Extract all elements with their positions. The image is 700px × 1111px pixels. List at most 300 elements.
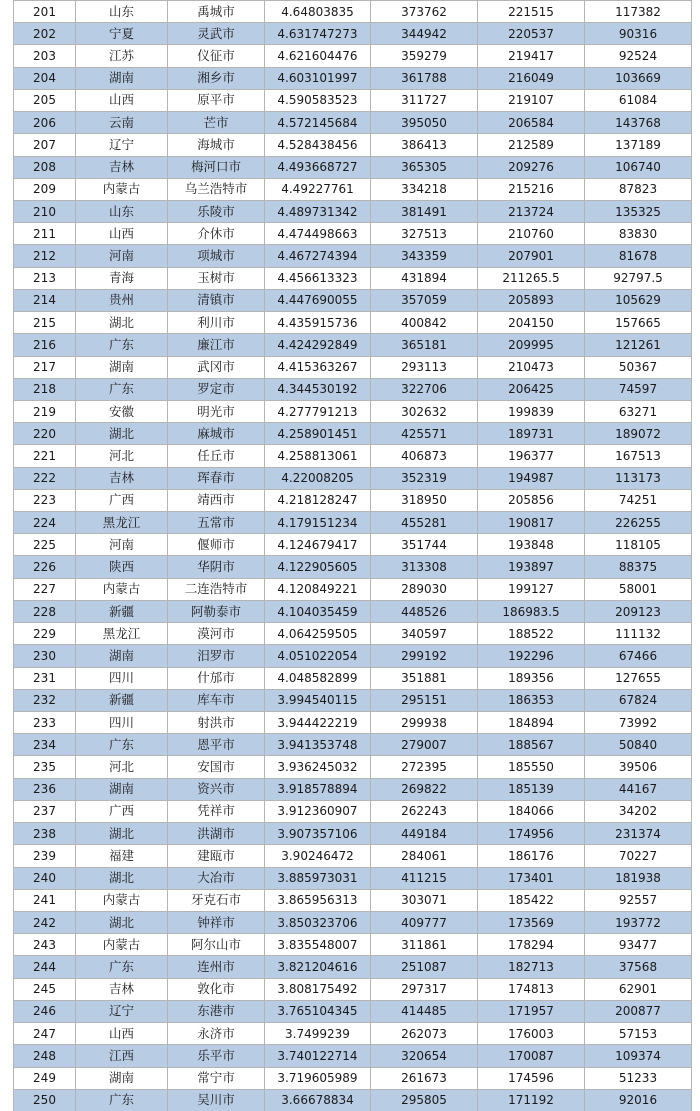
score-cell[interactable]: 4.603101997 [265, 67, 371, 89]
score-cell[interactable]: 3.740122714 [265, 1045, 371, 1067]
rank-cell[interactable]: 244 [14, 956, 76, 978]
value-b-cell[interactable]: 209995 [478, 334, 585, 356]
value-b-cell[interactable]: 190817 [478, 512, 585, 534]
rank-cell[interactable]: 249 [14, 1067, 76, 1089]
value-c-cell[interactable]: 74597 [585, 378, 692, 400]
value-c-cell[interactable]: 157665 [585, 312, 692, 334]
value-a-cell[interactable]: 343359 [371, 245, 478, 267]
value-a-cell[interactable]: 272395 [371, 756, 478, 778]
city-cell[interactable]: 安国市 [168, 756, 265, 778]
city-cell[interactable]: 廉江市 [168, 334, 265, 356]
province-cell[interactable]: 山西 [76, 223, 168, 245]
value-a-cell[interactable]: 365305 [371, 156, 478, 178]
rank-cell[interactable]: 231 [14, 667, 76, 689]
value-a-cell[interactable]: 284061 [371, 845, 478, 867]
city-cell[interactable]: 敦化市 [168, 978, 265, 1000]
value-c-cell[interactable]: 34202 [585, 800, 692, 822]
city-cell[interactable]: 吴川市 [168, 1089, 265, 1111]
value-a-cell[interactable]: 455281 [371, 512, 478, 534]
value-b-cell[interactable]: 210760 [478, 223, 585, 245]
value-b-cell[interactable]: 174956 [478, 823, 585, 845]
value-b-cell[interactable]: 173401 [478, 867, 585, 889]
value-c-cell[interactable]: 81678 [585, 245, 692, 267]
value-a-cell[interactable]: 381491 [371, 200, 478, 222]
value-a-cell[interactable]: 289030 [371, 578, 478, 600]
value-c-cell[interactable]: 109374 [585, 1045, 692, 1067]
province-cell[interactable]: 贵州 [76, 289, 168, 311]
value-a-cell[interactable]: 425571 [371, 423, 478, 445]
rank-cell[interactable]: 224 [14, 512, 76, 534]
value-b-cell[interactable]: 221515 [478, 1, 585, 23]
city-cell[interactable]: 偃师市 [168, 534, 265, 556]
rank-cell[interactable]: 235 [14, 756, 76, 778]
value-c-cell[interactable]: 209123 [585, 600, 692, 622]
score-cell[interactable]: 4.489731342 [265, 200, 371, 222]
rank-cell[interactable]: 209 [14, 178, 76, 200]
province-cell[interactable]: 安徽 [76, 400, 168, 422]
city-cell[interactable]: 汨罗市 [168, 645, 265, 667]
score-cell[interactable]: 4.122905605 [265, 556, 371, 578]
score-cell[interactable]: 4.415363267 [265, 356, 371, 378]
value-c-cell[interactable]: 62901 [585, 978, 692, 1000]
city-cell[interactable]: 项城市 [168, 245, 265, 267]
province-cell[interactable]: 内蒙古 [76, 934, 168, 956]
city-cell[interactable]: 二连浩特市 [168, 578, 265, 600]
province-cell[interactable]: 广西 [76, 489, 168, 511]
value-b-cell[interactable]: 207901 [478, 245, 585, 267]
value-a-cell[interactable]: 414485 [371, 1000, 478, 1022]
value-c-cell[interactable]: 181938 [585, 867, 692, 889]
province-cell[interactable]: 陕西 [76, 556, 168, 578]
score-cell[interactable]: 4.277791213 [265, 400, 371, 422]
value-a-cell[interactable]: 318950 [371, 489, 478, 511]
province-cell[interactable]: 湖南 [76, 778, 168, 800]
province-cell[interactable]: 辽宁 [76, 1000, 168, 1022]
value-c-cell[interactable]: 106740 [585, 156, 692, 178]
score-cell[interactable]: 4.064259505 [265, 623, 371, 645]
province-cell[interactable]: 河北 [76, 756, 168, 778]
value-a-cell[interactable]: 299938 [371, 712, 478, 734]
province-cell[interactable]: 广东 [76, 956, 168, 978]
rank-cell[interactable]: 226 [14, 556, 76, 578]
city-cell[interactable]: 华阴市 [168, 556, 265, 578]
value-a-cell[interactable]: 344942 [371, 23, 478, 45]
value-a-cell[interactable]: 359279 [371, 45, 478, 67]
province-cell[interactable]: 广西 [76, 800, 168, 822]
city-cell[interactable]: 五常市 [168, 512, 265, 534]
province-cell[interactable]: 吉林 [76, 978, 168, 1000]
value-b-cell[interactable]: 186353 [478, 689, 585, 711]
rank-cell[interactable]: 221 [14, 445, 76, 467]
value-a-cell[interactable]: 411215 [371, 867, 478, 889]
province-cell[interactable]: 江苏 [76, 45, 168, 67]
province-cell[interactable]: 湖南 [76, 356, 168, 378]
rank-cell[interactable]: 214 [14, 289, 76, 311]
value-c-cell[interactable]: 103669 [585, 67, 692, 89]
value-a-cell[interactable]: 334218 [371, 178, 478, 200]
value-b-cell[interactable]: 213724 [478, 200, 585, 222]
province-cell[interactable]: 江西 [76, 1045, 168, 1067]
value-b-cell[interactable]: 185550 [478, 756, 585, 778]
score-cell[interactable]: 4.344530192 [265, 378, 371, 400]
city-cell[interactable]: 资兴市 [168, 778, 265, 800]
value-b-cell[interactable]: 184894 [478, 712, 585, 734]
value-c-cell[interactable]: 50840 [585, 734, 692, 756]
score-cell[interactable]: 4.590583523 [265, 89, 371, 111]
value-c-cell[interactable]: 193772 [585, 911, 692, 933]
value-b-cell[interactable]: 192296 [478, 645, 585, 667]
value-a-cell[interactable]: 351744 [371, 534, 478, 556]
city-cell[interactable]: 阿尔山市 [168, 934, 265, 956]
value-a-cell[interactable]: 340597 [371, 623, 478, 645]
province-cell[interactable]: 山东 [76, 200, 168, 222]
value-b-cell[interactable]: 209276 [478, 156, 585, 178]
score-cell[interactable]: 3.719605989 [265, 1067, 371, 1089]
rank-cell[interactable]: 205 [14, 89, 76, 111]
value-a-cell[interactable]: 311727 [371, 89, 478, 111]
value-b-cell[interactable]: 171957 [478, 1000, 585, 1022]
province-cell[interactable]: 河南 [76, 245, 168, 267]
value-b-cell[interactable]: 176003 [478, 1023, 585, 1045]
city-cell[interactable]: 罗定市 [168, 378, 265, 400]
value-b-cell[interactable]: 184066 [478, 800, 585, 822]
value-b-cell[interactable]: 178294 [478, 934, 585, 956]
value-c-cell[interactable]: 67466 [585, 645, 692, 667]
province-cell[interactable]: 云南 [76, 112, 168, 134]
value-a-cell[interactable]: 313308 [371, 556, 478, 578]
value-b-cell[interactable]: 189731 [478, 423, 585, 445]
score-cell[interactable]: 3.90246472 [265, 845, 371, 867]
score-cell[interactable]: 4.424292849 [265, 334, 371, 356]
city-cell[interactable]: 建瓯市 [168, 845, 265, 867]
value-c-cell[interactable]: 83830 [585, 223, 692, 245]
province-cell[interactable]: 河北 [76, 445, 168, 467]
value-a-cell[interactable]: 299192 [371, 645, 478, 667]
rank-cell[interactable]: 237 [14, 800, 76, 822]
city-cell[interactable]: 珲春市 [168, 467, 265, 489]
value-c-cell[interactable]: 231374 [585, 823, 692, 845]
value-b-cell[interactable]: 206425 [478, 378, 585, 400]
rank-cell[interactable]: 219 [14, 400, 76, 422]
value-a-cell[interactable]: 295151 [371, 689, 478, 711]
value-a-cell[interactable]: 297317 [371, 978, 478, 1000]
rank-cell[interactable]: 228 [14, 600, 76, 622]
value-c-cell[interactable]: 92557 [585, 889, 692, 911]
value-c-cell[interactable]: 189072 [585, 423, 692, 445]
city-cell[interactable]: 芒市 [168, 112, 265, 134]
province-cell[interactable]: 山东 [76, 1, 168, 23]
city-cell[interactable]: 射洪市 [168, 712, 265, 734]
value-b-cell[interactable]: 204150 [478, 312, 585, 334]
score-cell[interactable]: 4.258813061 [265, 445, 371, 467]
value-c-cell[interactable]: 73992 [585, 712, 692, 734]
value-b-cell[interactable]: 211265.5 [478, 267, 585, 289]
rank-cell[interactable]: 230 [14, 645, 76, 667]
value-c-cell[interactable]: 167513 [585, 445, 692, 467]
city-cell[interactable]: 漠河市 [168, 623, 265, 645]
rank-cell[interactable]: 223 [14, 489, 76, 511]
value-b-cell[interactable]: 185422 [478, 889, 585, 911]
value-a-cell[interactable]: 409777 [371, 911, 478, 933]
city-cell[interactable]: 什邡市 [168, 667, 265, 689]
rank-cell[interactable]: 247 [14, 1023, 76, 1045]
province-cell[interactable]: 湖南 [76, 645, 168, 667]
city-cell[interactable]: 玉树市 [168, 267, 265, 289]
value-c-cell[interactable]: 39506 [585, 756, 692, 778]
province-cell[interactable]: 广东 [76, 1089, 168, 1111]
rank-cell[interactable]: 245 [14, 978, 76, 1000]
score-cell[interactable]: 4.218128247 [265, 489, 371, 511]
score-cell[interactable]: 3.66678834 [265, 1089, 371, 1111]
value-c-cell[interactable]: 87823 [585, 178, 692, 200]
value-a-cell[interactable]: 262243 [371, 800, 478, 822]
province-cell[interactable]: 广东 [76, 734, 168, 756]
value-c-cell[interactable]: 105629 [585, 289, 692, 311]
value-a-cell[interactable]: 302632 [371, 400, 478, 422]
score-cell[interactable]: 3.994540115 [265, 689, 371, 711]
province-cell[interactable]: 四川 [76, 712, 168, 734]
city-cell[interactable]: 连州市 [168, 956, 265, 978]
value-a-cell[interactable]: 311861 [371, 934, 478, 956]
city-cell[interactable]: 靖西市 [168, 489, 265, 511]
value-b-cell[interactable]: 193848 [478, 534, 585, 556]
value-b-cell[interactable]: 199839 [478, 400, 585, 422]
value-a-cell[interactable]: 295805 [371, 1089, 478, 1111]
value-a-cell[interactable]: 406873 [371, 445, 478, 467]
score-cell[interactable]: 4.64803835 [265, 1, 371, 23]
value-a-cell[interactable]: 361788 [371, 67, 478, 89]
rank-cell[interactable]: 201 [14, 1, 76, 23]
value-c-cell[interactable]: 37568 [585, 956, 692, 978]
score-cell[interactable]: 3.885973031 [265, 867, 371, 889]
province-cell[interactable]: 新疆 [76, 689, 168, 711]
city-cell[interactable]: 仪征市 [168, 45, 265, 67]
score-cell[interactable]: 4.435915736 [265, 312, 371, 334]
city-cell[interactable]: 常宁市 [168, 1067, 265, 1089]
rank-cell[interactable]: 238 [14, 823, 76, 845]
value-c-cell[interactable]: 88375 [585, 556, 692, 578]
rank-cell[interactable]: 241 [14, 889, 76, 911]
value-a-cell[interactable]: 357059 [371, 289, 478, 311]
value-b-cell[interactable]: 196377 [478, 445, 585, 467]
city-cell[interactable]: 乐平市 [168, 1045, 265, 1067]
province-cell[interactable]: 黑龙江 [76, 512, 168, 534]
rank-cell[interactable]: 215 [14, 312, 76, 334]
rank-cell[interactable]: 248 [14, 1045, 76, 1067]
city-cell[interactable]: 武冈市 [168, 356, 265, 378]
city-cell[interactable]: 牙克石市 [168, 889, 265, 911]
province-cell[interactable]: 湖北 [76, 867, 168, 889]
rank-cell[interactable]: 250 [14, 1089, 76, 1111]
province-cell[interactable]: 宁夏 [76, 23, 168, 45]
rank-cell[interactable]: 203 [14, 45, 76, 67]
city-cell[interactable]: 大冶市 [168, 867, 265, 889]
value-a-cell[interactable]: 352319 [371, 467, 478, 489]
value-a-cell[interactable]: 279007 [371, 734, 478, 756]
value-a-cell[interactable]: 261673 [371, 1067, 478, 1089]
province-cell[interactable]: 吉林 [76, 467, 168, 489]
score-cell[interactable]: 3.865956313 [265, 889, 371, 911]
city-cell[interactable]: 灵武市 [168, 23, 265, 45]
city-cell[interactable]: 乐陵市 [168, 200, 265, 222]
value-a-cell[interactable]: 395050 [371, 112, 478, 134]
value-b-cell[interactable]: 174813 [478, 978, 585, 1000]
city-cell[interactable]: 梅河口市 [168, 156, 265, 178]
value-b-cell[interactable]: 186176 [478, 845, 585, 867]
value-a-cell[interactable]: 400842 [371, 312, 478, 334]
rank-cell[interactable]: 225 [14, 534, 76, 556]
score-cell[interactable]: 4.621604476 [265, 45, 371, 67]
value-c-cell[interactable]: 137189 [585, 134, 692, 156]
province-cell[interactable]: 山西 [76, 1023, 168, 1045]
rank-cell[interactable]: 240 [14, 867, 76, 889]
score-cell[interactable]: 3.918578894 [265, 778, 371, 800]
value-a-cell[interactable]: 365181 [371, 334, 478, 356]
score-cell[interactable]: 4.447690055 [265, 289, 371, 311]
value-c-cell[interactable]: 92524 [585, 45, 692, 67]
value-b-cell[interactable]: 216049 [478, 67, 585, 89]
value-c-cell[interactable]: 63271 [585, 400, 692, 422]
value-a-cell[interactable]: 320654 [371, 1045, 478, 1067]
score-cell[interactable]: 3.821204616 [265, 956, 371, 978]
city-cell[interactable]: 任丘市 [168, 445, 265, 467]
rank-cell[interactable]: 239 [14, 845, 76, 867]
city-cell[interactable]: 利川市 [168, 312, 265, 334]
city-cell[interactable]: 明光市 [168, 400, 265, 422]
city-cell[interactable]: 凭祥市 [168, 800, 265, 822]
value-b-cell[interactable]: 219417 [478, 45, 585, 67]
score-cell[interactable]: 3.808175492 [265, 978, 371, 1000]
rank-cell[interactable]: 211 [14, 223, 76, 245]
rank-cell[interactable]: 208 [14, 156, 76, 178]
province-cell[interactable]: 内蒙古 [76, 889, 168, 911]
city-cell[interactable]: 库车市 [168, 689, 265, 711]
value-b-cell[interactable]: 205893 [478, 289, 585, 311]
value-b-cell[interactable]: 215216 [478, 178, 585, 200]
city-cell[interactable]: 湘乡市 [168, 67, 265, 89]
rank-cell[interactable]: 246 [14, 1000, 76, 1022]
score-cell[interactable]: 4.528438456 [265, 134, 371, 156]
value-b-cell[interactable]: 206584 [478, 112, 585, 134]
score-cell[interactable]: 4.631747273 [265, 23, 371, 45]
score-cell[interactable]: 4.048582899 [265, 667, 371, 689]
score-cell[interactable]: 4.49227761 [265, 178, 371, 200]
city-cell[interactable]: 介休市 [168, 223, 265, 245]
value-c-cell[interactable]: 57153 [585, 1023, 692, 1045]
city-cell[interactable]: 禹城市 [168, 1, 265, 23]
value-c-cell[interactable]: 226255 [585, 512, 692, 534]
value-c-cell[interactable]: 113173 [585, 467, 692, 489]
score-cell[interactable]: 4.120849221 [265, 578, 371, 600]
value-c-cell[interactable]: 118105 [585, 534, 692, 556]
score-cell[interactable]: 3.912360907 [265, 800, 371, 822]
value-c-cell[interactable]: 61084 [585, 89, 692, 111]
rank-cell[interactable]: 229 [14, 623, 76, 645]
province-cell[interactable]: 广东 [76, 378, 168, 400]
rank-cell[interactable]: 242 [14, 911, 76, 933]
score-cell[interactable]: 4.474498663 [265, 223, 371, 245]
value-c-cell[interactable]: 111132 [585, 623, 692, 645]
score-cell[interactable]: 4.051022054 [265, 645, 371, 667]
score-cell[interactable]: 4.104035459 [265, 600, 371, 622]
rank-cell[interactable]: 222 [14, 467, 76, 489]
rank-cell[interactable]: 243 [14, 934, 76, 956]
city-cell[interactable]: 洪湖市 [168, 823, 265, 845]
city-cell[interactable]: 恩平市 [168, 734, 265, 756]
value-c-cell[interactable]: 67824 [585, 689, 692, 711]
value-a-cell[interactable]: 303071 [371, 889, 478, 911]
city-cell[interactable]: 海城市 [168, 134, 265, 156]
value-b-cell[interactable]: 185139 [478, 778, 585, 800]
city-cell[interactable]: 原平市 [168, 89, 265, 111]
rank-cell[interactable]: 220 [14, 423, 76, 445]
score-cell[interactable]: 4.493668727 [265, 156, 371, 178]
city-cell[interactable]: 永济市 [168, 1023, 265, 1045]
city-cell[interactable]: 阿勒泰市 [168, 600, 265, 622]
value-b-cell[interactable]: 205856 [478, 489, 585, 511]
value-a-cell[interactable]: 351881 [371, 667, 478, 689]
value-c-cell[interactable]: 70227 [585, 845, 692, 867]
value-c-cell[interactable]: 58001 [585, 578, 692, 600]
score-cell[interactable]: 3.936245032 [265, 756, 371, 778]
rank-cell[interactable]: 216 [14, 334, 76, 356]
province-cell[interactable]: 湖北 [76, 911, 168, 933]
rank-cell[interactable]: 232 [14, 689, 76, 711]
rank-cell[interactable]: 213 [14, 267, 76, 289]
value-a-cell[interactable]: 269822 [371, 778, 478, 800]
value-b-cell[interactable]: 170087 [478, 1045, 585, 1067]
province-cell[interactable]: 黑龙江 [76, 623, 168, 645]
province-cell[interactable]: 四川 [76, 667, 168, 689]
value-b-cell[interactable]: 188522 [478, 623, 585, 645]
score-cell[interactable]: 3.907357106 [265, 823, 371, 845]
rank-cell[interactable]: 236 [14, 778, 76, 800]
score-cell[interactable]: 3.7499239 [265, 1023, 371, 1045]
province-cell[interactable]: 广东 [76, 334, 168, 356]
province-cell[interactable]: 吉林 [76, 156, 168, 178]
score-cell[interactable]: 4.456613323 [265, 267, 371, 289]
value-c-cell[interactable]: 93477 [585, 934, 692, 956]
score-cell[interactable]: 3.850323706 [265, 911, 371, 933]
score-cell[interactable]: 4.467274394 [265, 245, 371, 267]
value-a-cell[interactable]: 262073 [371, 1023, 478, 1045]
value-b-cell[interactable]: 199127 [478, 578, 585, 600]
rank-cell[interactable]: 204 [14, 67, 76, 89]
score-cell[interactable]: 3.941353748 [265, 734, 371, 756]
rank-cell[interactable]: 233 [14, 712, 76, 734]
value-c-cell[interactable]: 90316 [585, 23, 692, 45]
score-cell[interactable]: 4.179151234 [265, 512, 371, 534]
value-b-cell[interactable]: 212589 [478, 134, 585, 156]
value-b-cell[interactable]: 174596 [478, 1067, 585, 1089]
value-b-cell[interactable]: 193897 [478, 556, 585, 578]
score-cell[interactable]: 4.572145684 [265, 112, 371, 134]
value-a-cell[interactable]: 293113 [371, 356, 478, 378]
province-cell[interactable]: 内蒙古 [76, 578, 168, 600]
city-cell[interactable]: 东港市 [168, 1000, 265, 1022]
value-c-cell[interactable]: 51233 [585, 1067, 692, 1089]
score-cell[interactable]: 3.835548007 [265, 934, 371, 956]
score-cell[interactable]: 4.22008205 [265, 467, 371, 489]
score-cell[interactable]: 4.124679417 [265, 534, 371, 556]
value-a-cell[interactable]: 373762 [371, 1, 478, 23]
value-b-cell[interactable]: 171192 [478, 1089, 585, 1111]
value-b-cell[interactable]: 173569 [478, 911, 585, 933]
value-c-cell[interactable]: 92016 [585, 1089, 692, 1111]
value-c-cell[interactable]: 121261 [585, 334, 692, 356]
value-c-cell[interactable]: 127655 [585, 667, 692, 689]
value-a-cell[interactable]: 431894 [371, 267, 478, 289]
